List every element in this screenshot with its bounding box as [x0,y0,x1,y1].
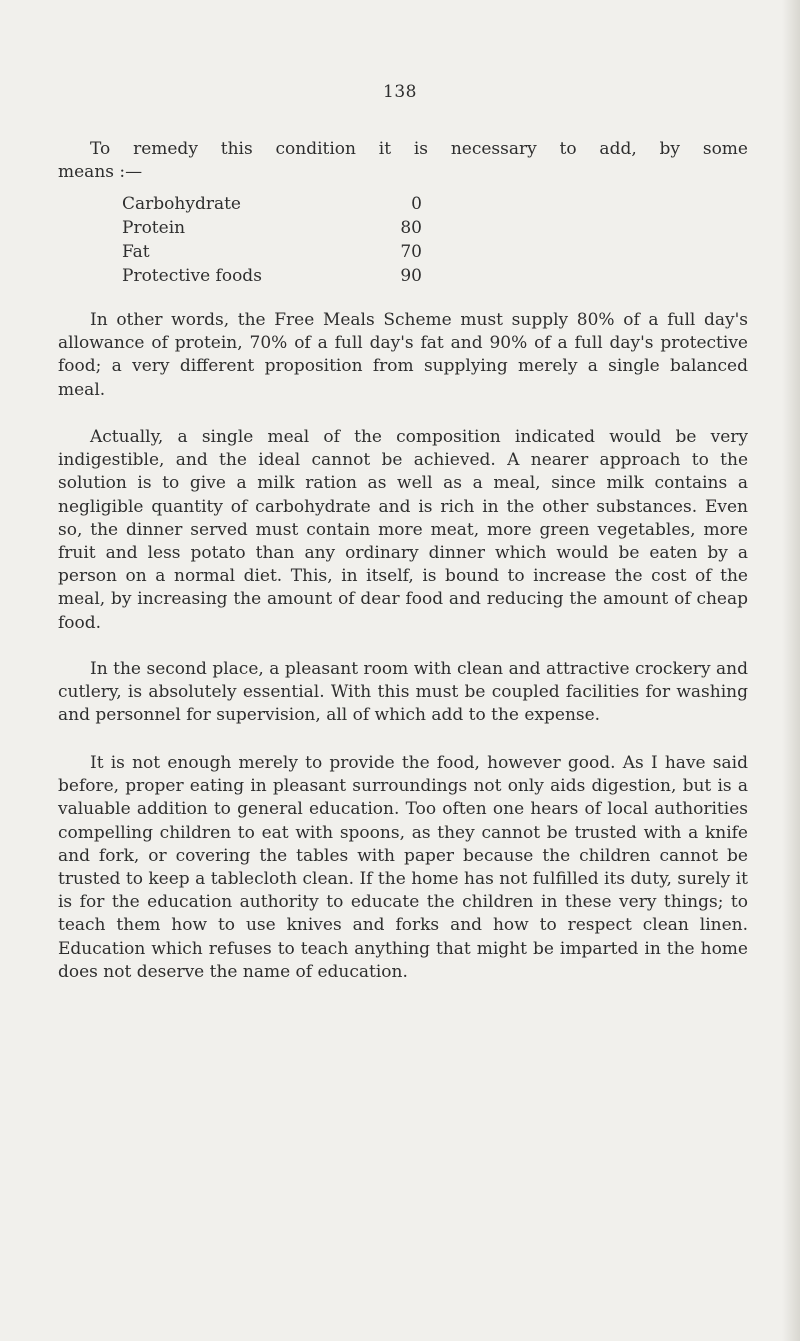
body-paragraph: In the second place, a pleasant room with clean and attractive crockery and cutlery, is absolutely essential. With this must be coupled facilities for washing and personnel for supervision, all of which add to the expense. [58,659,748,726]
nutrient-table [122,192,422,288]
body-paragraph: In other words, the Free Meals Scheme must supply 80% of a full day's allowance of protein, 70% of a full day's fat and 90% of a full day's protective food; a very different proposition from supplying merely a single balanced meal. [58,310,748,400]
table-row [122,192,422,216]
nutrient-percent: 80 [400,218,422,238]
nutrient-name: Protein [122,218,186,238]
nutrient-percent: 0 [411,194,422,214]
body-paragraph: Actually, a single meal of the composition indicated would be very indigestible, and the ideal cannot be achieved. A nearer approach to the solution is to give a milk ration as well as a meal, since milk contains a negligible quantity of carbohydrate and is rich in the other substances. Even so, the dinner served must contain more meat, more green vegetables, more fruit and less potato than any ordinary dinner which would be eaten by a person on a normal diet. This, in itself, is bound to increase the cost of the meal, by increasing the amount of dear food and reducing the amount of cheap food. [58,427,748,633]
nutrient-percent: 70 [400,242,422,262]
page-edge-shadow [782,0,800,1341]
intro-paragraph [58,138,748,184]
nutrient-name: Protective foods [122,266,262,286]
body-paragraph: It is not enough merely to provide the food, however good. As I have said before, proper eating in pleasant surroundings not only aids digestion, but is a valuable addition to general education. Too often one hears of local authorities compelling children to eat with spoons, as they cannot be trusted with a knife and fork, or covering the tables with paper because the children cannot be trusted to keep a tablecloth clean. If the home has not fulfilled its duty, surely it is for the education authority to educate the children in these very things; to teach them how to use knives and forks and how to respect clean linen. Education which refuses to teach anything that might be imparted in the home does not deserve the name of education. [58,753,748,982]
page-number: 138 [383,82,417,102]
paragraph-room [58,658,748,728]
table-row [122,216,422,240]
paragraph-education [58,752,748,984]
nutrient-percent: 90 [400,266,422,286]
nutrient-name: Fat [122,242,150,262]
intro-line-1: To remedy this condition it is necessary to add, by some [90,139,748,159]
intro-line-2: means :— [58,162,143,183]
table-row [122,240,422,264]
nutrient-name: Carbohydrate [122,194,241,214]
paragraph-milk-ration [58,426,748,635]
paragraph-free-meals [58,309,748,402]
table-row [122,264,422,288]
